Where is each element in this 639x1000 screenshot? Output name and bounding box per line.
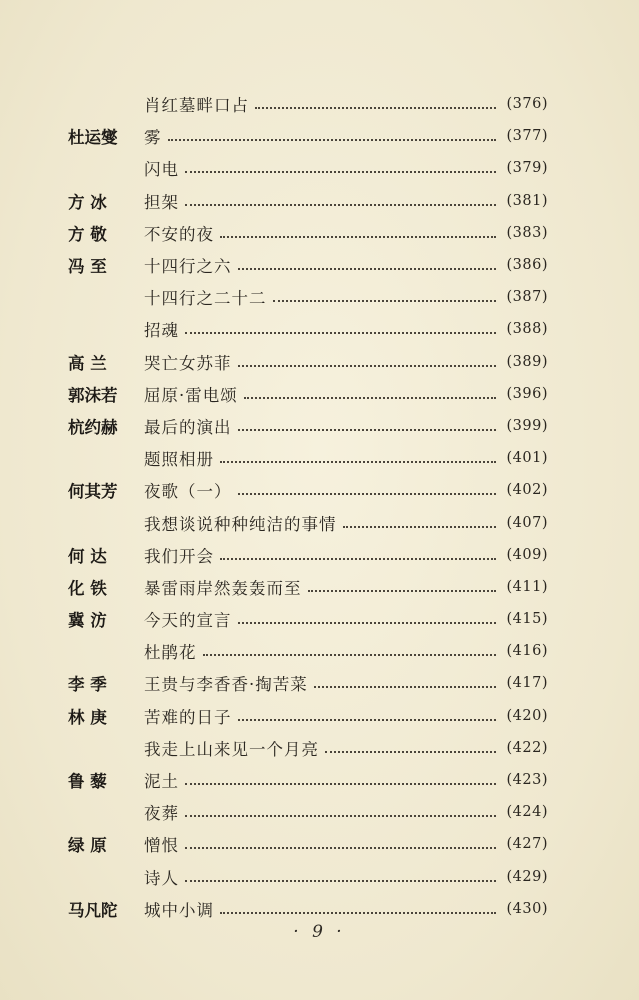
- toc-page-number: (381): [506, 192, 548, 209]
- toc-author: 方 敬: [68, 224, 107, 244]
- toc-title: 十四行之六: [144, 257, 232, 277]
- toc-page-number: (409): [506, 546, 548, 563]
- dot-leader: [185, 783, 496, 785]
- toc-page-number: (423): [506, 772, 548, 789]
- toc-entry: [144, 575, 548, 599]
- toc-page-number: (396): [506, 385, 548, 402]
- toc-title: 我们开会: [144, 546, 214, 566]
- dot-leader: [255, 107, 496, 109]
- toc-page-number: (389): [506, 353, 548, 370]
- toc-row: [68, 603, 548, 635]
- toc-entry: [144, 446, 548, 470]
- toc-author: 化 铁: [68, 578, 107, 598]
- toc-page-number: (422): [506, 739, 548, 756]
- toc-author: 冯 至: [68, 257, 107, 277]
- toc-title: 夜葬: [144, 804, 179, 824]
- page-number-footer: · 9 ·: [293, 922, 346, 942]
- toc-row: [68, 796, 548, 828]
- toc-title: 闪电: [144, 160, 179, 180]
- toc-entry: [144, 156, 548, 180]
- toc-row: [68, 474, 548, 506]
- toc-author: 林 庚: [68, 707, 107, 727]
- toc-title: 雾: [144, 128, 162, 148]
- toc-author: 李 季: [68, 675, 107, 695]
- toc-author: 高 兰: [68, 353, 107, 373]
- toc-entry: [144, 350, 548, 374]
- toc-row: [68, 539, 548, 571]
- toc-title: 十四行之二十二: [144, 289, 267, 309]
- toc-row: [68, 571, 548, 603]
- toc-page-number: (407): [506, 514, 548, 531]
- toc-title: 泥土: [144, 772, 179, 792]
- toc-entry: [144, 736, 548, 760]
- toc-author: 杜运燮: [68, 128, 118, 148]
- toc-entry: [144, 704, 548, 728]
- dot-leader: [220, 461, 496, 463]
- toc-author: 鲁 藜: [68, 772, 107, 792]
- dot-leader: [238, 719, 497, 721]
- dot-leader: [203, 654, 497, 656]
- dot-leader: [244, 397, 496, 399]
- toc-title: 题照相册: [144, 450, 214, 470]
- toc-title: 担架: [144, 192, 179, 212]
- dot-leader: [185, 171, 496, 173]
- toc-author: 杭约赫: [68, 417, 118, 437]
- toc-row: [68, 152, 548, 184]
- toc-entry: [144, 800, 548, 824]
- toc-row: [68, 313, 548, 345]
- toc-title: 哭亡女苏菲: [144, 353, 232, 373]
- toc-entry: [144, 317, 548, 341]
- dot-leader: [220, 236, 496, 238]
- toc-row: [68, 506, 548, 538]
- toc-page-number: (430): [506, 900, 548, 917]
- toc-row: [68, 893, 548, 925]
- toc-page-number: (379): [506, 160, 548, 177]
- toc-page-number: (429): [506, 868, 548, 885]
- dot-leader: [220, 558, 496, 560]
- toc-row: [68, 861, 548, 893]
- toc-row: [68, 378, 548, 410]
- toc-row: [68, 667, 548, 699]
- toc-title: 诗人: [144, 868, 179, 888]
- toc-page-number: (415): [506, 611, 548, 628]
- dot-leader: [185, 332, 496, 334]
- toc-title: 苦难的日子: [144, 707, 232, 727]
- toc-entry: [144, 639, 548, 663]
- toc-page-number: (377): [506, 128, 548, 145]
- toc-page-number: (402): [506, 482, 548, 499]
- toc-title: 屈原·雷电颂: [144, 385, 238, 405]
- toc-title: 今天的宣言: [144, 611, 232, 631]
- dot-leader: [238, 268, 497, 270]
- toc-entry: [144, 221, 548, 245]
- toc-row: [68, 217, 548, 249]
- toc-page-number: (411): [506, 578, 548, 595]
- dot-leader: [273, 300, 497, 302]
- toc-row: [68, 442, 548, 474]
- toc-title: 憎恨: [144, 836, 179, 856]
- toc-author: 郭沫若: [68, 385, 118, 405]
- dot-leader: [238, 493, 497, 495]
- toc-row: [68, 88, 548, 120]
- toc-entry: [144, 253, 548, 277]
- toc-entry: [144, 511, 548, 535]
- toc-title: 杜鹃花: [144, 643, 197, 663]
- dot-leader: [220, 912, 496, 914]
- toc-author: 绿 原: [68, 836, 107, 856]
- toc-title: 夜歌（一）: [144, 482, 232, 502]
- toc-entry: [144, 189, 548, 213]
- toc-page-number: (417): [506, 675, 548, 692]
- toc-row: [68, 185, 548, 217]
- toc-page-number: (386): [506, 257, 548, 274]
- toc-title: 不安的夜: [144, 224, 214, 244]
- toc-title: 肖红墓畔口占: [144, 96, 249, 116]
- toc-entry: [144, 607, 548, 631]
- toc-author: 方 冰: [68, 192, 107, 212]
- toc-row: [68, 732, 548, 764]
- dot-leader: [185, 204, 496, 206]
- toc-row: [68, 764, 548, 796]
- toc-row: [68, 249, 548, 281]
- toc-entry: [144, 865, 548, 889]
- dot-leader: [168, 139, 497, 141]
- toc-entry: [144, 285, 548, 309]
- toc-entry: [144, 768, 548, 792]
- dot-leader: [238, 622, 497, 624]
- dot-leader: [185, 880, 496, 882]
- dot-leader: [185, 847, 496, 849]
- dot-leader: [325, 751, 496, 753]
- toc-author: 何 达: [68, 546, 107, 566]
- toc-page-number: (427): [506, 836, 548, 853]
- toc-title: 我想谈说种种纯洁的事情: [144, 514, 337, 534]
- toc-page-number: (399): [506, 417, 548, 434]
- toc-title: 城中小调: [144, 900, 214, 920]
- toc-row: [68, 410, 548, 442]
- toc-author: 马凡陀: [68, 900, 118, 920]
- toc-page-number: (387): [506, 289, 548, 306]
- toc-title: 最后的演出: [144, 417, 232, 437]
- toc-title: 王贵与李香香·掏苦菜: [144, 675, 308, 695]
- toc-row: [68, 635, 548, 667]
- toc-entry: [144, 414, 548, 438]
- dot-leader: [343, 526, 497, 528]
- toc-title: 招魂: [144, 321, 179, 341]
- toc-title: 暴雷雨岸然轰轰而至: [144, 578, 302, 598]
- toc-page-number: (388): [506, 321, 548, 338]
- toc-row: [68, 346, 548, 378]
- toc-entry: [144, 478, 548, 502]
- dot-leader: [314, 686, 496, 688]
- dot-leader: [238, 365, 497, 367]
- toc-entry: [144, 92, 548, 116]
- dot-leader: [308, 590, 497, 592]
- toc-entry: [144, 832, 548, 856]
- toc-entry: [144, 897, 548, 921]
- toc-row: [68, 700, 548, 732]
- toc-page-number: (420): [506, 707, 548, 724]
- toc-page-number: (416): [506, 643, 548, 660]
- toc-author: 何其芳: [68, 482, 118, 502]
- toc-page-number: (383): [506, 224, 548, 241]
- toc-row: [68, 120, 548, 152]
- toc-entry: [144, 671, 548, 695]
- toc-row: [68, 281, 548, 313]
- toc-page-number: (401): [506, 450, 548, 467]
- toc-author: 冀 汸: [68, 611, 107, 631]
- dot-leader: [238, 429, 497, 431]
- toc-page-number: (376): [506, 96, 548, 113]
- toc-row: [68, 828, 548, 860]
- toc-entry: [144, 382, 548, 406]
- toc-entry: [144, 124, 548, 148]
- toc-title: 我走上山来见一个月亮: [144, 739, 319, 759]
- toc-page-number: (424): [506, 804, 548, 821]
- toc-entry: [144, 543, 548, 567]
- dot-leader: [185, 815, 496, 817]
- table-of-contents: [68, 88, 548, 925]
